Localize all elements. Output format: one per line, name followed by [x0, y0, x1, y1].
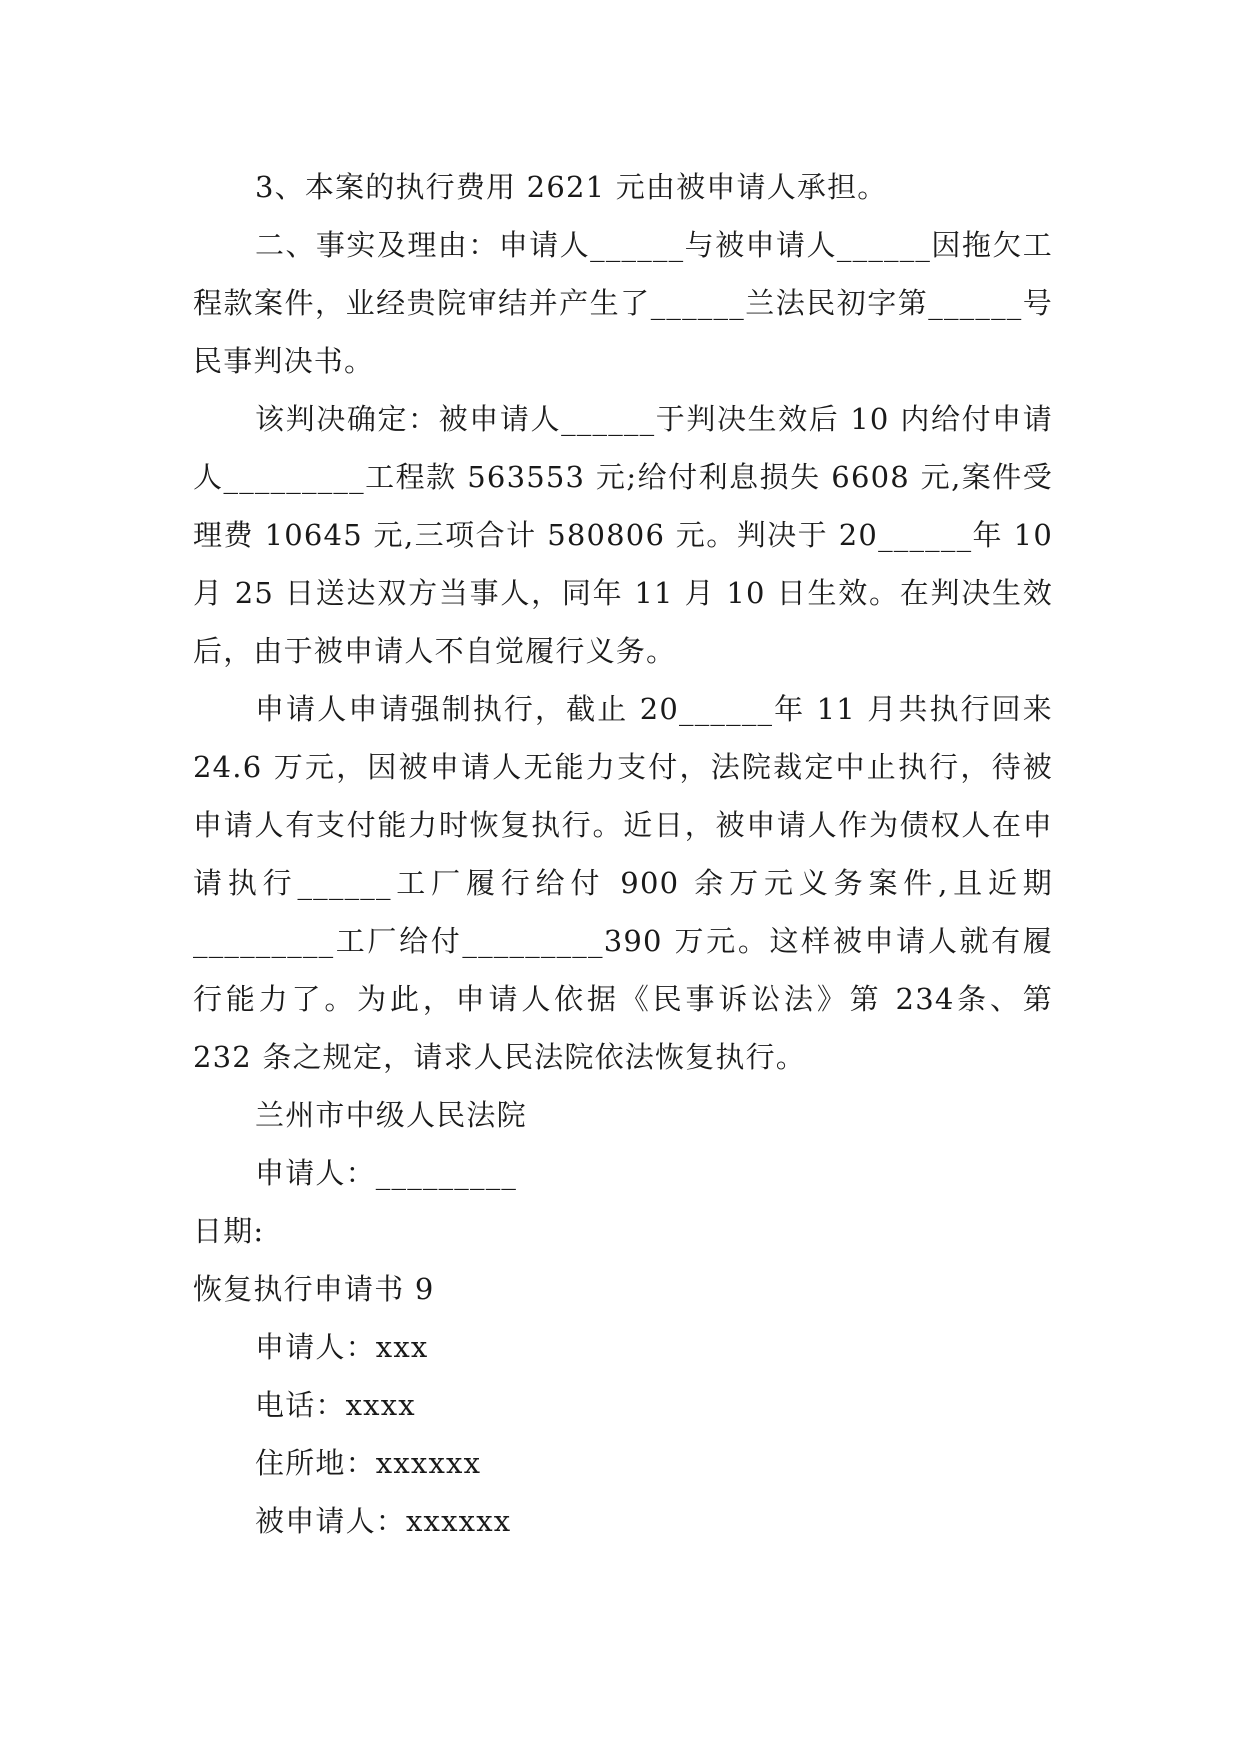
paragraph-execution-cost: 3、本案的执行费用 2621 元由被申请人承担。 — [255, 170, 888, 204]
paragraph-facts-and-reasons: 二、事实及理由：申请人______与被申请人______因拖欠工程款案件，业经贵院审结并产生了______兰法民初字第______号民事判决书。 — [193, 228, 1053, 378]
court-name: 兰州市中级人民法院 — [255, 1098, 527, 1132]
next-document-title: 恢复执行申请书 9 — [193, 1272, 435, 1306]
applicant-signature: 申请人：_________ — [255, 1156, 518, 1190]
paragraph-enforcement-request: 申请人申请强制执行，截止 20______年 11 月共执行回来 24.6 万元，因被申请人无能力支付，法院裁定中止执行，待被申请人有支付能力时恢复执行。近日，被申请人作为债权人在申请执行______工厂履行给付 900 余万元义务案件,且近期_________工厂给付_________390 万元。这样被申请人就有履行能力了。为此，申请人依据《民事诉讼法》第 234条、第 232 条之规定，请求人民法院依法恢复执行。 — [193, 692, 1064, 1074]
field-respondent: 被申请人：xxxxxx — [255, 1504, 512, 1538]
paragraph-judgment: 该判决确定：被申请人______于判决生效后 10 内给付申请人_________工程款 563553 元;给付利息损失 6608 元,案件受理费 10645 元,三项合计 580806 元。判决于 20______年 10 月 25 日送达双方当事人，同年 11 月 10 日生效。在判决生效后，由于被申请人不自觉履行义务。 — [193, 402, 1064, 668]
date-label: 日期: — [193, 1214, 265, 1248]
field-phone: 电话：xxxx — [255, 1388, 416, 1422]
document-page — [193, 158, 1064, 1550]
field-address: 住所地：xxxxxx — [255, 1446, 482, 1480]
field-applicant: 申请人：xxx — [255, 1330, 429, 1364]
